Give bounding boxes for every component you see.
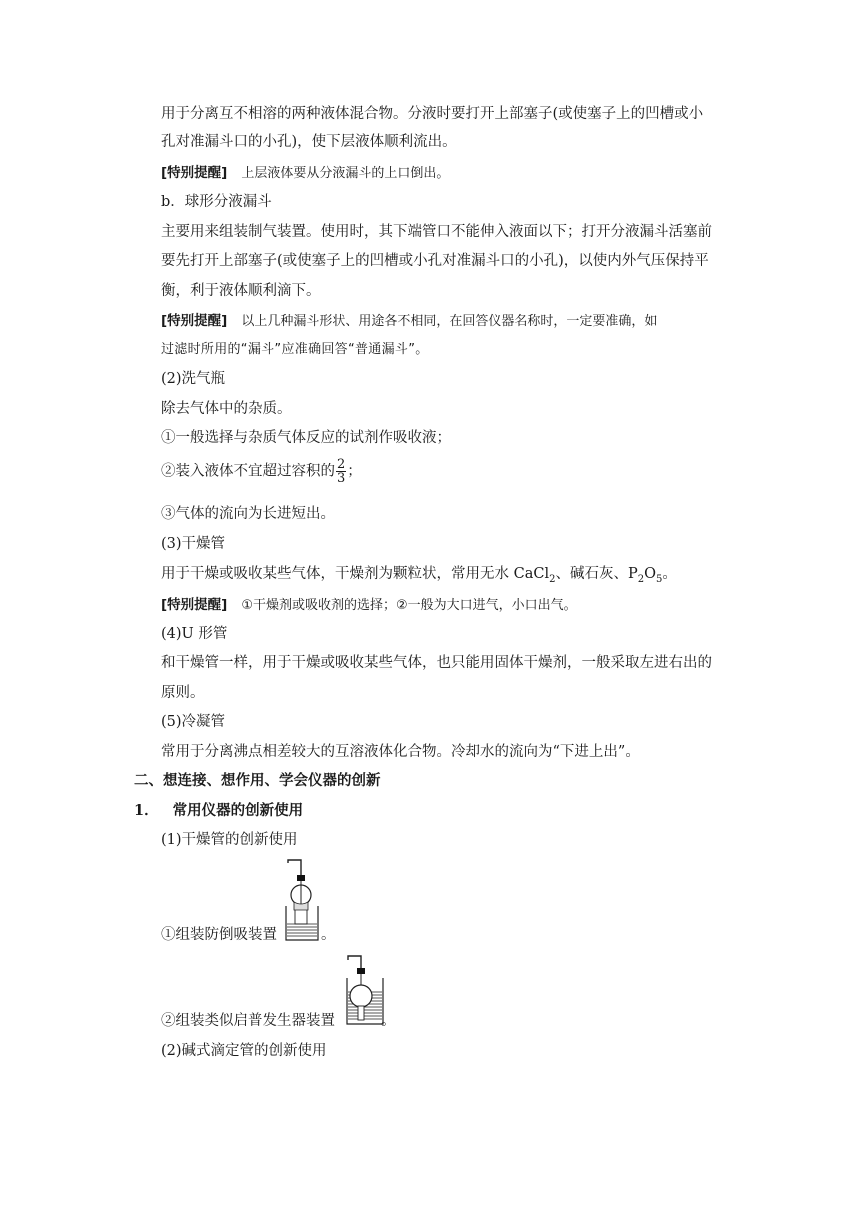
period: 。 <box>321 927 336 943</box>
paragraph-line: 和干燥管一样，用于干燥或吸收某些气体，也只能用固体干燥剂，一般采取左进右出的 <box>161 655 712 671</box>
subheading: (2)碱式滴定管的创新使用 <box>161 1043 327 1059</box>
paragraph-line: 衡，利于液体顺利滴下。 <box>161 283 321 299</box>
fraction <box>336 458 346 485</box>
heading-drying-tube: (3)干燥管 <box>161 536 226 552</box>
tip-label: [特别提醒] <box>161 313 228 329</box>
list-item: ③气体的流向为长进短出。 <box>161 506 335 522</box>
heading-number: 1． <box>134 802 159 819</box>
paragraph-line: 常用于分离沸点相差较大的互溶液体化合物。冷却水的流向为“下进上出”。 <box>161 744 640 760</box>
use-item-text: ①组装防倒吸装置 <box>161 927 277 943</box>
paragraph-line: 原则。 <box>161 685 205 701</box>
special-tip-3 <box>161 595 577 616</box>
use-item-2 <box>161 1011 396 1031</box>
subscript: 2 <box>637 573 645 585</box>
tip-text: 上层液体要从分液漏斗的上口倒出。 <box>241 166 450 181</box>
section-heading: 二、想连接、想作用、学会仪器的创新 <box>134 772 381 789</box>
list-item <box>161 458 362 485</box>
paragraph-line: 孔对准漏斗口的小孔)，使下层液体顺利流出。 <box>161 134 457 150</box>
subheading: (1)干燥管的创新使用 <box>161 832 298 848</box>
tip-label: [特别提醒] <box>161 165 228 181</box>
subscript: 5 <box>655 573 663 585</box>
special-tip-2 <box>161 311 657 332</box>
paragraph-line: 主要用来组装制气装置。使用时，其下端管口不能伸入液面以下；打开分液漏斗活塞前 <box>161 224 712 240</box>
list-item-text: ②装入液体不宜超过容积的 <box>161 463 335 480</box>
heading-gas-washing-bottle: (2)洗气瓶 <box>161 371 226 387</box>
list-item-end: ； <box>347 463 362 480</box>
paragraph-line <box>161 564 677 590</box>
use-item-text: ②组装类似启普发生器装置 <box>161 1013 335 1029</box>
text: 、碱石灰、P <box>555 566 638 582</box>
tip-label: [特别提醒] <box>161 597 228 613</box>
text: 。 <box>662 566 677 582</box>
heading-u-tube: (4)U 形管 <box>161 626 228 642</box>
heading-text: 常用仪器的创新使用 <box>172 802 304 819</box>
subheading-b: b．球形分液漏斗 <box>161 194 272 210</box>
subscript: 2 <box>549 573 556 585</box>
heading-condenser: (5)冷凝管 <box>161 714 226 730</box>
paragraph-line: 要先打开上部塞子(或使塞子上的凹槽或小孔对准漏斗口的小孔)，以使内外气压保持平 <box>161 253 709 269</box>
tip-text-continued: 过滤时所用的“漏斗”应准确回答“普通漏斗”。 <box>161 342 429 357</box>
tip-text: 以上几种漏斗形状、用途各不相同，在回答仪器名称时，一定要准确，如 <box>241 314 658 329</box>
period: 。 <box>381 1013 396 1029</box>
special-tip-1 <box>161 163 449 184</box>
fraction-numerator: 2 <box>337 457 346 472</box>
text: O <box>644 566 656 582</box>
tip-text: ①干燥剂或吸收剂的选择；②一般为大口进气，小口出气。 <box>241 598 577 613</box>
list-item: ①一般选择与杂质气体反应的试剂作吸收液； <box>161 430 451 446</box>
use-item-1 <box>161 925 336 945</box>
fraction-denominator: 3 <box>337 471 346 486</box>
text: 用于干燥或吸收某些气体，干燥剂为颗粒状，常用无水 CaCl <box>161 566 550 582</box>
numbered-heading <box>134 801 303 821</box>
paragraph-line: 用于分离互不相溶的两种液体混合物。分液时要打开上部塞子(或使塞子上的凹槽或小 <box>161 106 704 122</box>
paragraph-line: 除去气体中的杂质。 <box>161 401 292 417</box>
